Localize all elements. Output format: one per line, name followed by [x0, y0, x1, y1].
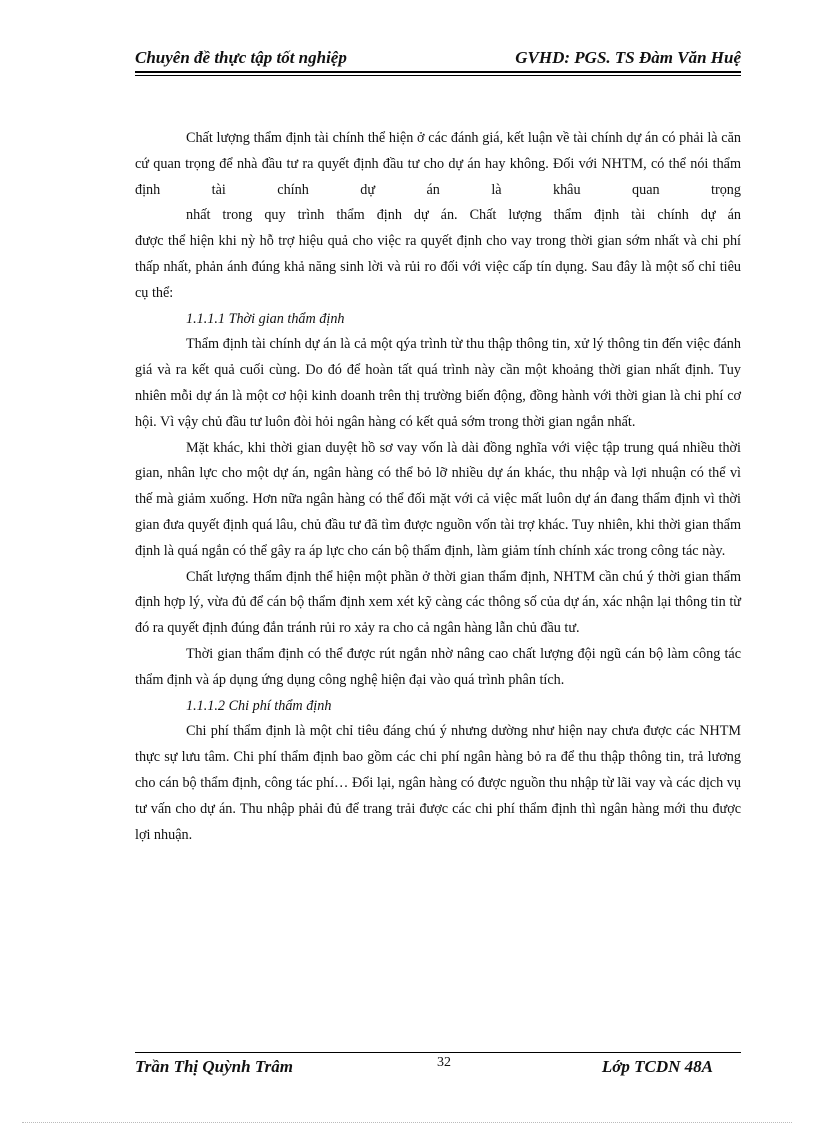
body-text — [135, 126, 741, 848]
page-number: 32 — [437, 1055, 451, 1070]
section-heading-thoi-gian: 1.1.1.1 Thời gian thẩm định — [186, 310, 345, 327]
footer-rule — [135, 1052, 741, 1053]
page-header — [135, 48, 741, 72]
footer-class: Lớp TCDN 48A — [601, 1057, 713, 1076]
paragraph-5: Thời gian thẩm định có thể được rút ngắn nhờ nâng cao chất lượng đội ngũ cán bộ làm công tác thẩm định và áp dụng ứng dụng công nghệ hiện đại vào quá trình phân tích. — [135, 645, 741, 688]
paragraph-1a: Chất lượng thẩm định tài chính thể hiện ở các đánh giá, kết luận về tài chính dự án có phải là căn cứ quan trọng để nhà đầu tư ra quyết định đầu tư cho dự án hay không. Đối với NHTM, có thể nói thẩm định tài chính dự án là khâu quan trọng — [135, 130, 741, 198]
paragraph-4: Chất lượng thẩm định thể hiện một phần ở thời gian thẩm định, NHTM cần chú ý thời gian thẩm định hợp lý, vừa đủ để cán bộ thẩm định xem xét kỹ càng các thông số của dự án, xác nhận lại thông tin từ đó ra quyết định đúng đắn tránh rủi ro xảy ra cho cả ngân hàng lẫn chủ đầu tư. — [135, 568, 741, 637]
paragraph-2: Thẩm định tài chính dự án là cả một qýa trình từ thu thập thông tin, xử lý thông tin đến việc đánh giá và ra kết quả cuối cùng. Do đó để hoàn tất quá trình này cần một khoảng thời gian nhất định. Tuy nhiên mỗi dự án là một cơ hội kinh doanh trên thị trường biến động, đồng hành với thời gian là chi phí cơ hội. Vì vậy chủ đầu tư luôn đòi hỏi ngân hàng có kết quả sớm trong thời gian ngắn nhất. — [135, 336, 741, 430]
paragraph-1b: nhất trong quy trình thẩm định dự án. Chất lượng thẩm định tài chính dự án — [186, 207, 741, 224]
header-rule-thin — [135, 75, 741, 76]
paragraph-1c: được thể hiện khi nỳ hỗ trợ hiệu quả cho việc ra quyết định cho vay trong thời gian sớm nhất và chi phí thấp nhất, phản ánh đúng khả năng sinh lời và rủi ro đối với việc cấp tín dụng. Sau đây là một số chỉ tiêu cụ thể: — [135, 233, 741, 301]
header-left-title: Chuyên đề thực tập tốt nghiệp — [135, 48, 347, 67]
paragraph-6: Chi phí thẩm định là một chỉ tiêu đáng chú ý nhưng dường như hiện nay chưa được các NHTM thực sự lưu tâm. Chi phí thẩm định bao gồm các chi phí ngân hàng bỏ ra để thu thập thông tin, trả lương cho cán bộ thẩm định, công tác phí… Đổi lại, ngân hàng có được nguồn thu nhập từ lãi vay và các dịch vụ tư vấn cho dự án. Thu nhập phải đủ để trang trải được các chi phí thẩm định thì ngân hàng mới thu được lợi nhuận. — [135, 723, 741, 843]
header-rule-thick — [135, 71, 741, 73]
header-right-advisor: GVHD: PGS. TS Đàm Văn Huệ — [515, 48, 741, 67]
paragraph-3: Mặt khác, khi thời gian duyệt hồ sơ vay vốn là dài đồng nghĩa với việc tập trung quá nhiều thời gian, nhân lực cho một dự án, ngân hàng có thể bỏ lỡ nhiều dự án khác, thu nhập và lợi nhuận có thể vì thế mà giảm xuống. Hơn nữa ngân hàng có thể đối mặt với cả việc mất luôn dự án đang thẩm định vì thời gian đưa quyết định quá lâu, chủ đầu tư đã tìm được nguồn vốn tài trợ khác. Tuy nhiên, khi thời gian thẩm định là quá ngắn có thể gây ra áp lực cho cán bộ thẩm định, làm giảm tính chính xác trong công tác này. — [135, 439, 741, 559]
page-footer — [135, 1055, 741, 1079]
footer-author: Trần Thị Quỳnh Trâm — [135, 1057, 293, 1076]
section-heading-chi-phi: 1.1.1.2 Chi phí thẩm định — [186, 697, 332, 714]
